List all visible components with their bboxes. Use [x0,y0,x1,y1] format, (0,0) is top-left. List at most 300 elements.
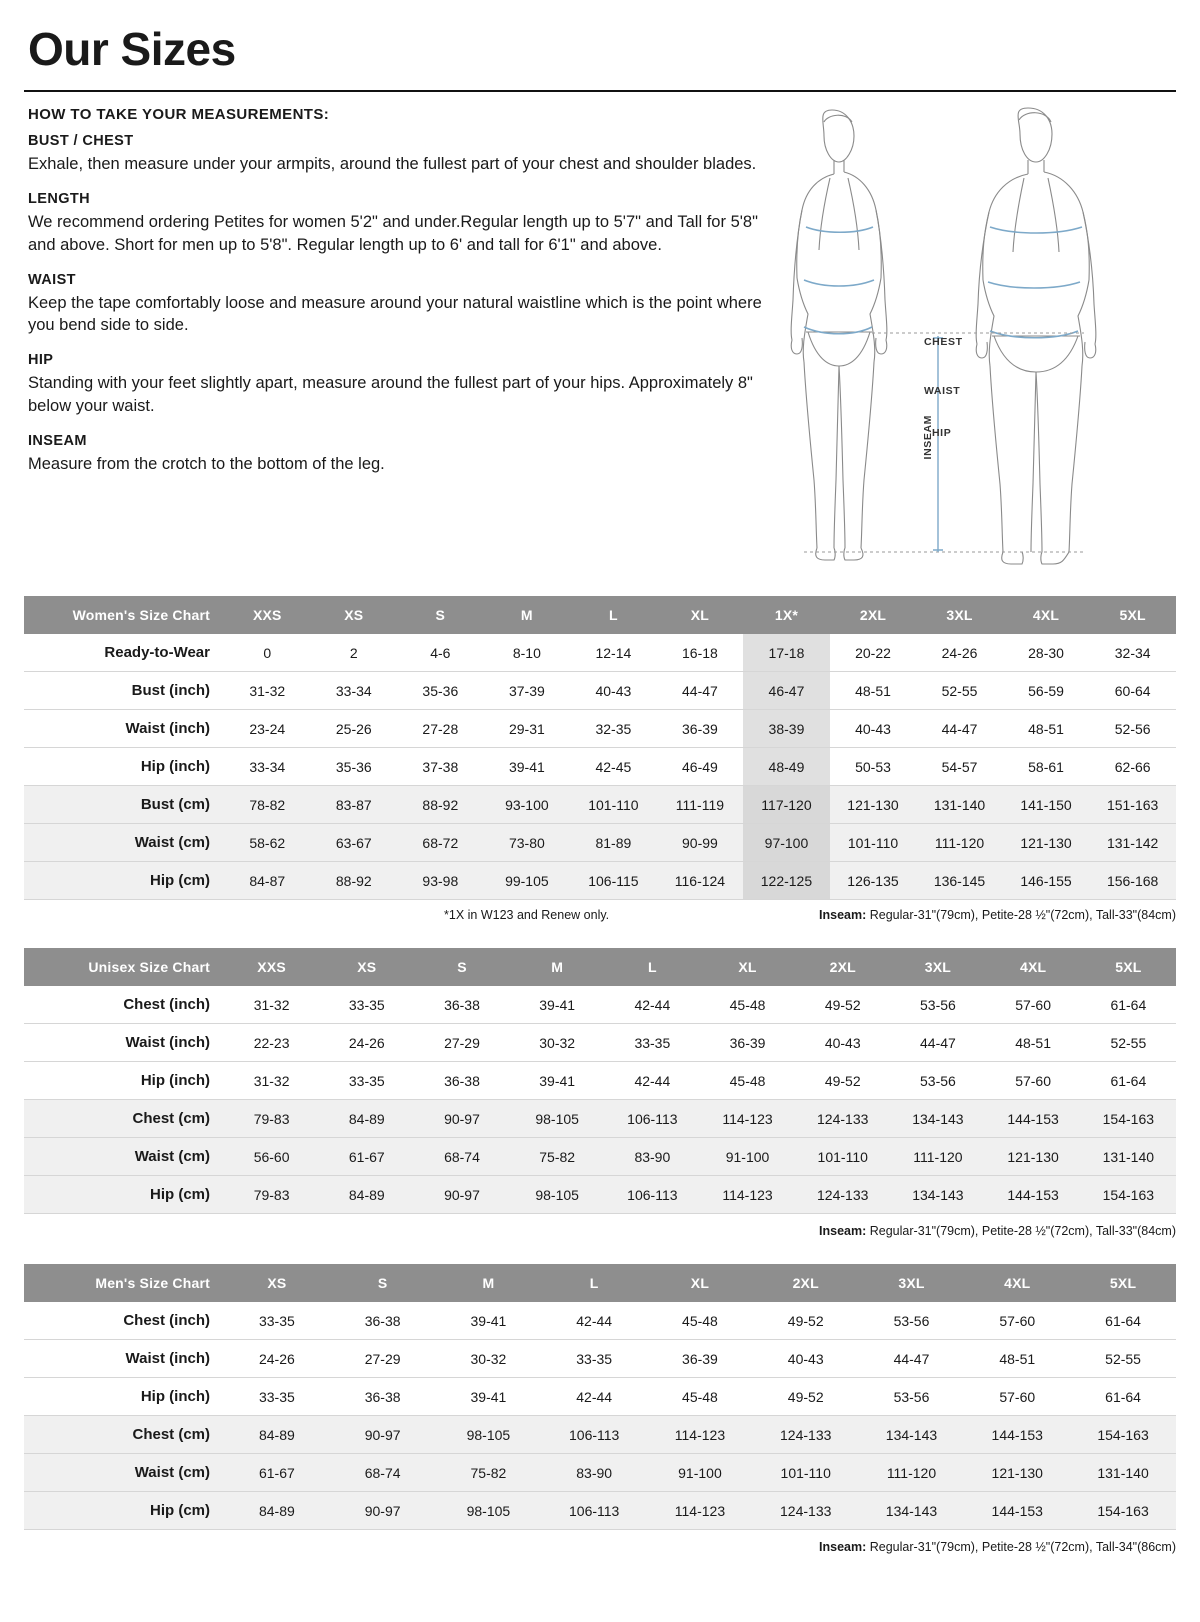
cell: 154-163 [1070,1416,1176,1454]
womens-chart-body [24,634,1176,900]
cell: 121-130 [830,786,917,824]
body-diagram [784,100,1164,570]
cell: 101-110 [570,786,657,824]
cell: 30-32 [436,1340,542,1378]
cell: 35-36 [397,672,484,710]
cell: 93-98 [397,862,484,900]
cell: 44-47 [890,1024,985,1062]
row-label: Bust (cm) [24,786,224,824]
mens-inseam-note [24,1540,1176,1554]
cell: 52-55 [916,672,1003,710]
cell: 39-41 [510,1062,605,1100]
table-row [24,1062,1176,1100]
cell: 68-72 [397,824,484,862]
cell: 134-143 [859,1416,965,1454]
cell: 32-35 [570,710,657,748]
cell: 106-113 [605,1100,700,1138]
cell: 111-119 [657,786,744,824]
size-header: XL [700,948,795,986]
cell: 111-120 [916,824,1003,862]
page-title: Our Sizes [28,23,236,75]
cell: 39-41 [510,986,605,1024]
cell: 91-100 [700,1138,795,1176]
cell: 114-123 [647,1416,753,1454]
cell: 42-44 [605,986,700,1024]
size-header: 5XL [1081,948,1176,986]
cell: 48-51 [830,672,917,710]
cell: 151-163 [1089,786,1176,824]
size-header: 3XL [916,596,1003,634]
size-header: M [436,1264,542,1302]
row-label: Hip (cm) [24,862,224,900]
cell: 124-133 [795,1100,890,1138]
cell: 39-41 [484,748,571,786]
section-title-waist: WAIST [28,271,76,288]
cell: 124-133 [795,1176,890,1214]
size-header: 5XL [1089,596,1176,634]
section-body-inseam: Measure from the crotch to the bottom of the leg. [28,454,385,473]
size-header: 4XL [1003,596,1090,634]
womens-chart-title: Women's Size Chart [24,596,224,634]
mens-size-chart [24,1264,1176,1530]
cell: 29-31 [484,710,571,748]
size-header: 2XL [830,596,917,634]
cell: 42-44 [541,1378,647,1416]
cell: 45-48 [700,986,795,1024]
table-row [24,786,1176,824]
cell: 75-82 [510,1138,605,1176]
instructions-text [24,92,784,570]
cell: 154-163 [1081,1176,1176,1214]
cell: 52-55 [1070,1340,1176,1378]
cell: 68-74 [330,1454,436,1492]
row-label: Chest (cm) [24,1100,224,1138]
cell: 90-97 [330,1416,436,1454]
size-header: S [330,1264,436,1302]
cell: 121-130 [1003,824,1090,862]
cell: 106-115 [570,862,657,900]
cell: 20-22 [830,634,917,672]
cell: 27-29 [330,1340,436,1378]
unisex-size-chart-block [24,948,1176,1238]
cell: 40-43 [795,1024,890,1062]
cell: 33-35 [605,1024,700,1062]
womens-size-chart [24,596,1176,900]
cell: 24-26 [319,1024,414,1062]
cell: 2 [311,634,398,672]
size-header: XL [647,1264,753,1302]
unisex-chart-title: Unisex Size Chart [24,948,224,986]
section-body-length: We recommend ordering Petites for women 5'2" and under.Regular length up to 5'7" and Tall for 5'8" and above. Short for men up to 5'8". Regular length up to 6' and tall for 6'1" and above. [28,213,758,254]
cell: 81-89 [570,824,657,862]
cell: 84-89 [319,1100,414,1138]
section-body-bust-chest: Exhale, then measure under your armpits, around the fullest part of your chest and shoulder blades. [28,155,757,173]
cell: 25-26 [311,710,398,748]
cell: 49-52 [795,986,890,1024]
cell: 36-39 [700,1024,795,1062]
cell: 90-99 [657,824,744,862]
table-row [24,634,1176,672]
cell: 134-143 [890,1100,985,1138]
cell: 78-82 [224,786,311,824]
cell: 117-120 [743,786,830,824]
unisex-inseam-note [24,1224,1176,1238]
unisex-chart-body [24,986,1176,1214]
cell: 40-43 [570,672,657,710]
cell: 36-39 [647,1340,753,1378]
size-header: 4XL [986,948,1081,986]
inseam-label: Inseam: [819,908,867,922]
row-label: Waist (cm) [24,824,224,862]
cell: 73-80 [484,824,571,862]
table-row [24,1378,1176,1416]
cell: 61-64 [1081,986,1176,1024]
cell: 44-47 [657,672,744,710]
cell: 101-110 [795,1138,890,1176]
table-row [24,986,1176,1024]
inseam-value: Regular-31"(79cm), Petite-28 ½"(72cm), Tall-33"(84cm) [866,908,1176,922]
cell: 36-38 [330,1378,436,1416]
size-header: L [541,1264,647,1302]
section-title-hip: HIP [28,352,54,369]
cell: 106-113 [541,1492,647,1530]
cell: 111-120 [859,1454,965,1492]
cell: 84-87 [224,862,311,900]
inseam-label: Inseam: [819,1224,867,1238]
cell: 49-52 [795,1062,890,1100]
row-label: Hip (inch) [24,748,224,786]
cell: 57-60 [964,1302,1070,1340]
size-header: XS [224,1264,330,1302]
cell: 45-48 [700,1062,795,1100]
cell: 52-56 [1089,710,1176,748]
cell: 53-56 [859,1378,965,1416]
cell: 4-6 [397,634,484,672]
womens-notes [24,908,1176,922]
cell: 83-87 [311,786,398,824]
cell: 49-52 [753,1378,859,1416]
cell: 98-105 [510,1176,605,1214]
cell: 30-32 [510,1024,605,1062]
cell: 154-163 [1081,1100,1176,1138]
table-row [24,824,1176,862]
cell: 44-47 [916,710,1003,748]
cell: 37-38 [397,748,484,786]
cell: 35-36 [311,748,398,786]
row-label: Chest (inch) [24,986,224,1024]
cell: 12-14 [570,634,657,672]
cell: 97-100 [743,824,830,862]
cell: 56-59 [1003,672,1090,710]
body-diagram-svg [784,100,1164,570]
inseam-value: Regular-31"(79cm), Petite-28 ½"(72cm), Tall-34"(86cm) [866,1540,1176,1554]
cell: 45-48 [647,1302,753,1340]
row-label: Bust (inch) [24,672,224,710]
cell: 36-38 [330,1302,436,1340]
cell: 75-82 [436,1454,542,1492]
cell: 88-92 [397,786,484,824]
table-row [24,1492,1176,1530]
cell: 88-92 [311,862,398,900]
row-label: Hip (inch) [24,1062,224,1100]
mens-chart-body [24,1302,1176,1530]
cell: 63-67 [311,824,398,862]
cell: 54-57 [916,748,1003,786]
cell: 62-66 [1089,748,1176,786]
unisex-size-chart [24,948,1176,1214]
table-row [24,1138,1176,1176]
cell: 61-64 [1070,1378,1176,1416]
cell: 61-64 [1070,1302,1176,1340]
cell: 0 [224,634,311,672]
cell: 16-18 [657,634,744,672]
cell: 57-60 [986,986,1081,1024]
cell: 61-67 [319,1138,414,1176]
cell: 53-56 [890,986,985,1024]
cell: 83-90 [541,1454,647,1492]
cell: 114-123 [700,1176,795,1214]
measurement-instructions-section [24,92,1176,570]
cell: 121-130 [986,1138,1081,1176]
cell: 33-34 [224,748,311,786]
table-row [24,748,1176,786]
cell: 84-89 [319,1176,414,1214]
size-guide-page [0,22,1200,1622]
cell: 144-153 [964,1416,1070,1454]
cell: 39-41 [436,1302,542,1340]
row-label: Hip (cm) [24,1492,224,1530]
cell: 31-32 [224,986,319,1024]
section-title-bust-chest: BUST / CHEST [28,133,134,149]
section-title-length: LENGTH [28,191,91,208]
table-row [24,672,1176,710]
cell: 57-60 [986,1062,1081,1100]
cell: 31-32 [224,1062,319,1100]
table-row [24,1302,1176,1340]
cell: 98-105 [510,1100,605,1138]
cell: 46-49 [657,748,744,786]
cell: 46-47 [743,672,830,710]
cell: 48-51 [1003,710,1090,748]
cell: 36-39 [657,710,744,748]
instructions-heading: HOW TO TAKE YOUR MEASUREMENTS: [28,106,330,123]
cell: 114-123 [700,1100,795,1138]
cell: 79-83 [224,1176,319,1214]
cell: 106-113 [541,1416,647,1454]
cell: 79-83 [224,1100,319,1138]
size-header: M [484,596,571,634]
cell: 57-60 [964,1378,1070,1416]
size-header: 2XL [753,1264,859,1302]
cell: 27-29 [414,1024,509,1062]
cell: 122-125 [743,862,830,900]
table-header-row [24,596,1176,634]
size-header: XXS [224,596,311,634]
row-label: Hip (inch) [24,1378,224,1416]
size-header: 3XL [890,948,985,986]
cell: 121-130 [964,1454,1070,1492]
cell: 36-38 [414,986,509,1024]
size-header: 4XL [964,1264,1070,1302]
cell: 48-51 [986,1024,1081,1062]
cell: 144-153 [964,1492,1070,1530]
size-header: XXS [224,948,319,986]
cell: 40-43 [830,710,917,748]
cell: 114-123 [647,1492,753,1530]
hip-label: HIP [932,427,952,439]
cell: 53-56 [859,1302,965,1340]
measurement-figures [784,92,1176,570]
cell: 154-163 [1070,1492,1176,1530]
table-row [24,1454,1176,1492]
size-header: XS [311,596,398,634]
womens-size-chart-block [24,596,1176,922]
cell: 84-89 [224,1492,330,1530]
cell: 144-153 [986,1176,1081,1214]
cell: 98-105 [436,1416,542,1454]
row-label: Waist (cm) [24,1138,224,1176]
cell: 61-64 [1081,1062,1176,1100]
waist-label: WAIST [924,385,961,397]
cell: 111-120 [890,1138,985,1176]
size-header: L [605,948,700,986]
cell: 91-100 [647,1454,753,1492]
inseam-label: INSEAM [922,415,934,460]
cell: 124-133 [753,1492,859,1530]
cell: 36-38 [414,1062,509,1100]
cell: 50-53 [830,748,917,786]
cell: 24-26 [916,634,1003,672]
cell: 33-35 [224,1302,330,1340]
table-header-row [24,1264,1176,1302]
cell: 32-34 [1089,634,1176,672]
cell: 17-18 [743,634,830,672]
cell: 42-44 [605,1062,700,1100]
cell: 134-143 [890,1176,985,1214]
table-row [24,1416,1176,1454]
cell: 39-41 [436,1378,542,1416]
row-label: Waist (inch) [24,1024,224,1062]
cell: 44-47 [859,1340,965,1378]
cell: 90-97 [330,1492,436,1530]
cell: 27-28 [397,710,484,748]
cell: 42-45 [570,748,657,786]
row-label: Hip (cm) [24,1176,224,1214]
cell: 23-24 [224,710,311,748]
inseam-value: Regular-31"(79cm), Petite-28 ½"(72cm), Tall-33"(84cm) [866,1224,1176,1238]
size-header: L [570,596,657,634]
row-label: Chest (inch) [24,1302,224,1340]
cell: 40-43 [753,1340,859,1378]
cell: 33-35 [224,1378,330,1416]
cell: 141-150 [1003,786,1090,824]
size-header: 5XL [1070,1264,1176,1302]
cell: 156-168 [1089,862,1176,900]
cell: 90-97 [414,1100,509,1138]
table-row [24,1176,1176,1214]
cell: 45-48 [647,1378,753,1416]
size-header: 1X* [743,596,830,634]
cell: 49-52 [753,1302,859,1340]
cell: 48-49 [743,748,830,786]
cell: 99-105 [484,862,571,900]
cell: 52-55 [1081,1024,1176,1062]
size-header: 2XL [795,948,890,986]
cell: 58-61 [1003,748,1090,786]
cell: 38-39 [743,710,830,748]
cell: 93-100 [484,786,571,824]
cell: 22-23 [224,1024,319,1062]
cell: 131-140 [916,786,1003,824]
row-label: Ready-to-Wear [24,634,224,672]
inseam-label: Inseam: [819,1540,867,1554]
cell: 101-110 [753,1454,859,1492]
cell: 144-153 [986,1100,1081,1138]
row-label: Waist (inch) [24,710,224,748]
size-header: XL [657,596,744,634]
cell: 106-113 [605,1176,700,1214]
cell: 134-143 [859,1492,965,1530]
table-row [24,1024,1176,1062]
cell: 131-140 [1070,1454,1176,1492]
chest-label: CHEST [924,336,963,348]
cell: 33-35 [319,986,414,1024]
table-row [24,862,1176,900]
cell: 98-105 [436,1492,542,1530]
table-row [24,1340,1176,1378]
row-label: Chest (cm) [24,1416,224,1454]
cell: 31-32 [224,672,311,710]
cell: 53-56 [890,1062,985,1100]
cell: 131-140 [1081,1138,1176,1176]
cell: 24-26 [224,1340,330,1378]
cell: 37-39 [484,672,571,710]
cell: 60-64 [1089,672,1176,710]
cell: 131-142 [1089,824,1176,862]
cell: 126-135 [830,862,917,900]
table-header-row [24,948,1176,986]
cell: 8-10 [484,634,571,672]
mens-size-chart-block [24,1264,1176,1554]
cell: 90-97 [414,1176,509,1214]
cell: 33-34 [311,672,398,710]
cell: 58-62 [224,824,311,862]
size-header: S [414,948,509,986]
cell: 28-30 [1003,634,1090,672]
cell: 42-44 [541,1302,647,1340]
cell: 116-124 [657,862,744,900]
table-row [24,710,1176,748]
section-body-hip: Standing with your feet slightly apart, measure around the fullest part of your hips. Approximately 8" below your waist. [28,374,753,415]
size-header: S [397,596,484,634]
size-header: 3XL [859,1264,965,1302]
size-header: M [510,948,605,986]
mens-chart-title: Men's Size Chart [24,1264,224,1302]
womens-inseam-note [819,908,1176,922]
table-row [24,1100,1176,1138]
row-label: Waist (cm) [24,1454,224,1492]
cell: 101-110 [830,824,917,862]
cell: 146-155 [1003,862,1090,900]
size-header: XS [319,948,414,986]
cell: 48-51 [964,1340,1070,1378]
womens-footnote: *1X in W123 and Renew only. [444,908,610,922]
cell: 83-90 [605,1138,700,1176]
cell: 68-74 [414,1138,509,1176]
section-title-inseam: INSEAM [28,432,87,449]
cell: 56-60 [224,1138,319,1176]
cell: 124-133 [753,1416,859,1454]
